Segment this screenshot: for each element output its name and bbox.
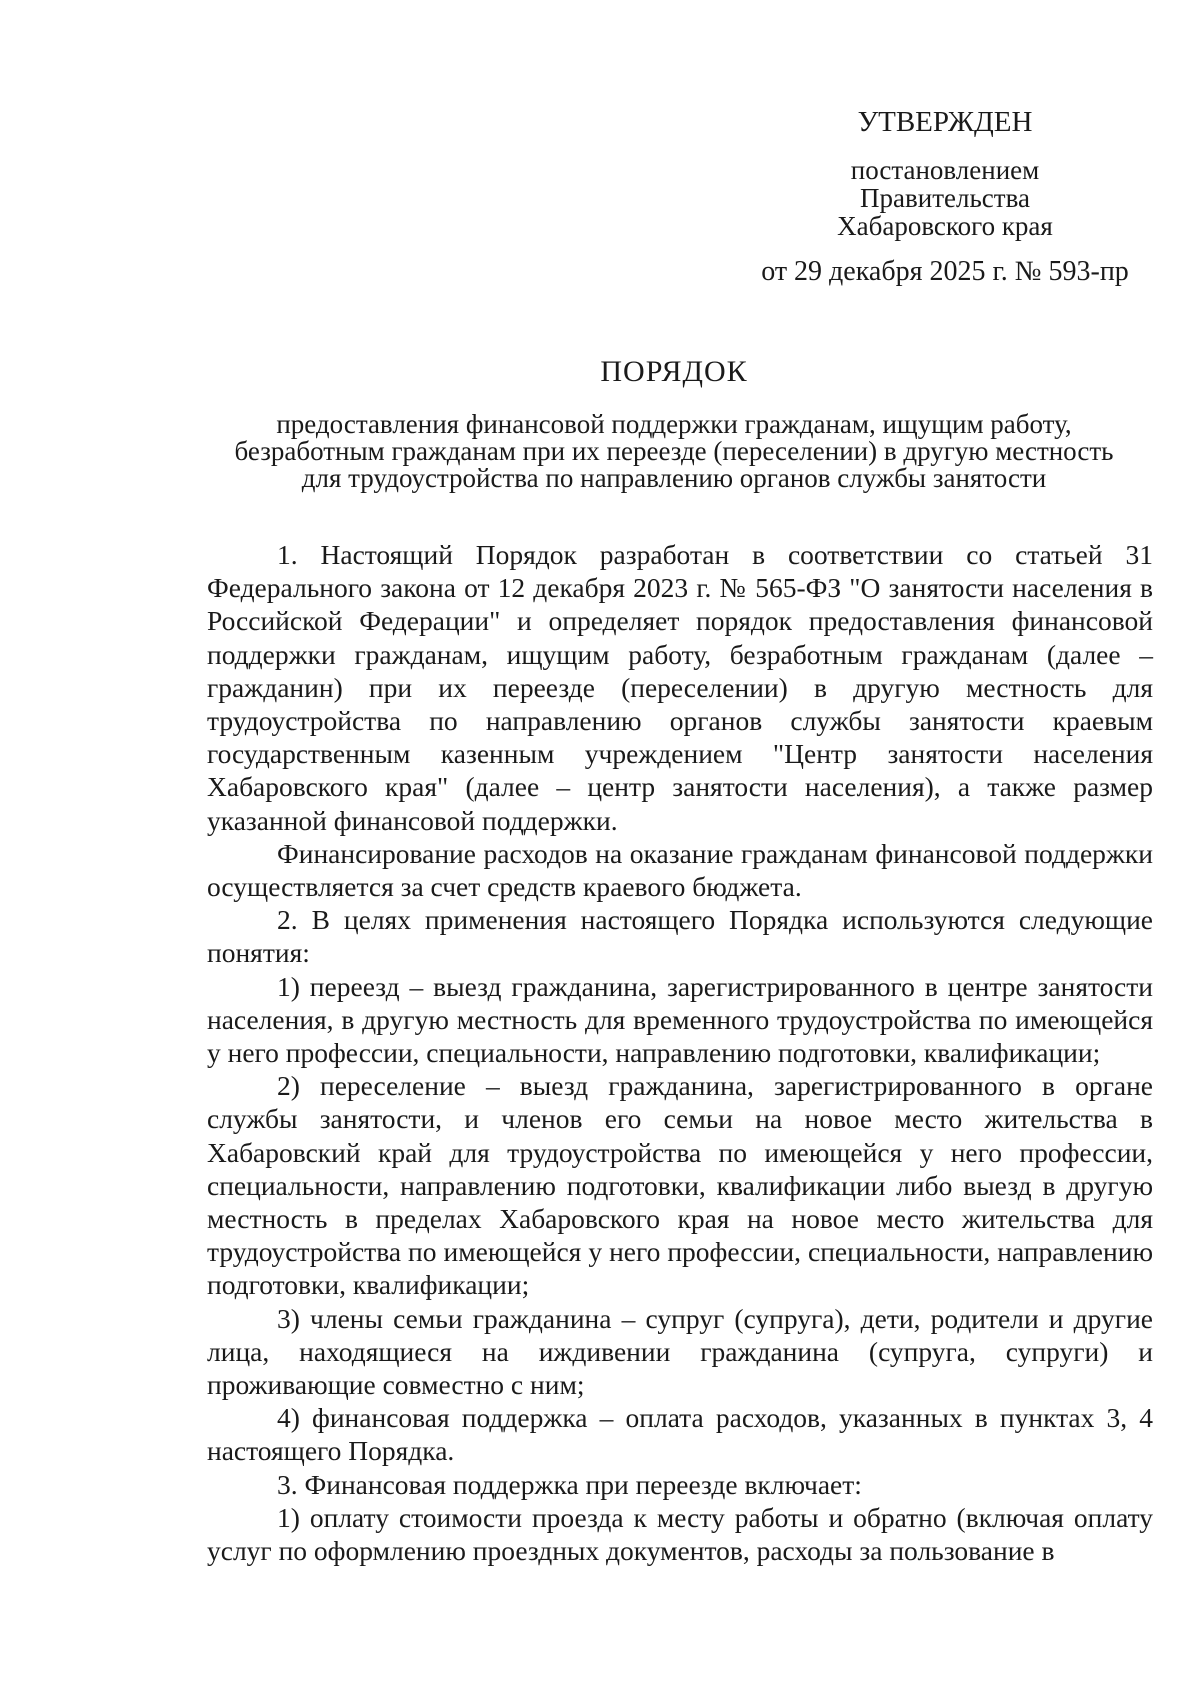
paragraph-3: 2. В целях применения настоящего Порядка используются следующие понятия:	[207, 904, 1153, 969]
approval-stamp	[745, 108, 1145, 286]
approval-date: от 29 декабря 2025 г. № 593-пр	[761, 256, 1129, 287]
document-title	[160, 355, 1188, 492]
title-name: ПОРЯДОК	[600, 355, 748, 388]
paragraph-1: 1. Настоящий Порядок разработан в соответствии со статьей 31 Федерального закона от 12 декабря 2023 г. № 565-ФЗ "О занятости населения в Российской Федерации" и определяет порядок предоставления финансовой поддержки гражданам, ищущим работу, безработным гражданам (далее – гражданин) при их переезде (переселении) в другую местность для трудоустройства по направлению органов службы занятости краевым государственным казенным учреждением "Центр занятости населения Хабаровского края" (далее – центр занятости населения), а также размер указанной финансовой поддержки.	[207, 539, 1153, 836]
paragraph-8: 3. Финансовая поддержка при переезде включает:	[277, 1468, 862, 1500]
paragraph-5: 2) переселение – выезд гражданина, зарегистрированного в органе службы занятости, и членов его семьи на новое место жительства в Хабаровский край для трудоустройства по имеющейся у него профессии, специальности, направлению подготовки, квалификации либо выезд в другую местность в пределах Хабаровского края на новое место жительства для трудоустройства по имеющейся у него профессии, специальности, направлению подготовки, квалификации;	[207, 1070, 1153, 1301]
paragraph-6: 3) члены семьи гражданина – супруг (супруга), дети, родители и другие лица, находящиеся на иждивении гражданина (супруга, супруги) и проживающие совместно с ним;	[207, 1302, 1153, 1401]
title-subtitle-line-2: безработным гражданам при их переезде (переселении) в другую местность	[234, 436, 1114, 466]
approval-line-2: Правительства	[860, 183, 1030, 213]
paragraph-2: Финансирование расходов на оказание гражданам финансовой поддержки осуществляется за счет средств краевого бюджета.	[207, 837, 1153, 903]
approval-line-3: Хабаровского края	[837, 211, 1053, 241]
title-subtitle-line-1: предоставления финансовой поддержки гражданам, ищущим работу,	[276, 409, 1072, 439]
paragraph-4: 1) переезд – выезд гражданина, зарегистрированного в центре занятости населения, в другую местность для временного трудоустройства по имеющейся у него профессии, специальности, направлению подготовки, квалификации;	[207, 970, 1153, 1069]
approval-line-1: постановлением	[850, 155, 1040, 185]
paragraph-7: 4) финансовая поддержка – оплата расходов, указанных в пунктах 3, 4 настоящего Порядка.	[207, 1402, 1153, 1467]
approval-heading: УТВЕРЖДЕН	[857, 106, 1033, 138]
paragraph-9: 1) оплату стоимости проезда к месту работы и обратно (включая оплату услуг по оформлению проездных документов, расходы за пользование в	[207, 1501, 1153, 1567]
title-subtitle-line-3: для трудоустройства по направлению органов службы занятости	[301, 463, 1047, 493]
document-body	[207, 538, 1153, 1567]
